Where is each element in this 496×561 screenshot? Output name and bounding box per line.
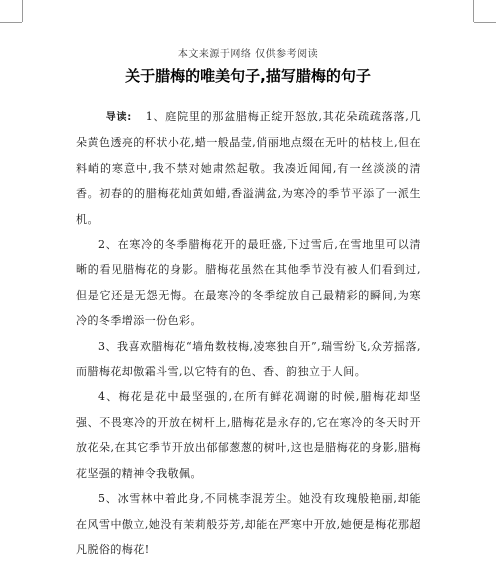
paragraph-5: 5、冰雪林中着此身,不同桃李混芳尘。她没有玫瑰般艳丽,却能在风雪中傲立,她没有茉莉般芬芳,却能在严寒中开放,她便是梅花那超凡脱俗的梅花! xyxy=(76,492,421,556)
paragraph-1 xyxy=(76,104,421,232)
crop-mark-top-left-vertical xyxy=(22,0,23,22)
paragraph-1-text: 1、庭院里的那盆腊梅正绽开怒放,其花朵疏疏落落,几朵黄色透亮的杯状小花,蜡一般晶莹,俏丽地点缀在无叶的枯枝上,但在料峭的寒意中,我不禁对她肃然起敬。我凑近闻闻,有一丝淡淡的清香。初春的的腊梅花灿黄如蜡,香溢满盆,为寒冷的季节平添了一派生机。 xyxy=(76,110,421,226)
paragraph-2: 2、在寒冷的冬季腊梅花开的最旺盛,下过雪后,在雪地里可以清晰的看见腊梅花的身影。腊梅花虽然在其他季节没有被人们看到过,但是它还是无怨无悔。在最寒冷的冬季绽放自己最精彩的瞬间,为寒冷的冬季增添一份色彩。 xyxy=(76,238,421,328)
lead-label: 导读: xyxy=(105,112,132,123)
source-note: 本文来源于网络 仅供参考阅读 xyxy=(177,49,319,60)
document-body xyxy=(76,104,421,561)
paragraph-3: 3、我喜欢腊梅花“墙角数枝梅,凌寒独自开”,瑞雪纷飞,众芳摇落,而腊梅花却傲霜斗雪,以它特有的色、香、韵独立于人间。 xyxy=(76,339,421,379)
crop-mark-top-right-horizontal xyxy=(474,22,496,23)
crop-mark-top-right-vertical xyxy=(473,0,474,22)
document-title: 关于腊梅的唯美句子,描写腊梅的句子 xyxy=(125,67,371,85)
crop-mark-top-left-horizontal xyxy=(0,22,22,23)
paragraph-4: 4、梅花是花中最坚强的,在所有鲜花凋谢的时候,腊梅花却坚强、不畏寒冷的开放在树杆上,腊梅花是永存的,它在寒冷的冬天时开放花朵,在其它季节开放出郁郁葱葱的树叶,这也是腊梅花的身影,腊梅花坚强的精神令我敬佩。 xyxy=(76,390,421,480)
